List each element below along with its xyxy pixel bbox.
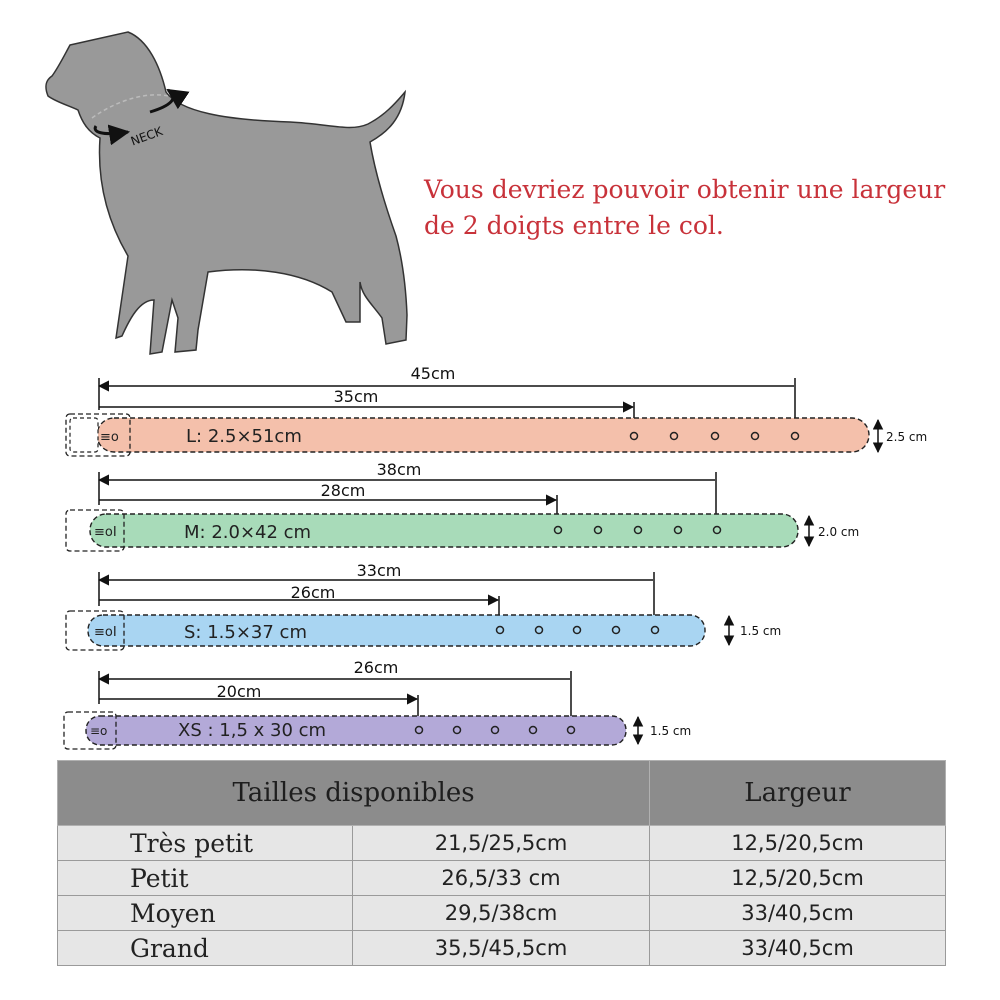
buckle-icon: ≡o xyxy=(100,430,119,445)
row-name: Petit xyxy=(58,861,353,896)
collar-xs xyxy=(64,658,691,749)
row-width: 33/40,5cm xyxy=(650,896,946,931)
collar-l xyxy=(66,364,927,456)
row-name: Très petit xyxy=(58,826,353,861)
row-width: 12,5/20,5cm xyxy=(650,826,946,861)
row-name: Moyen xyxy=(58,896,353,931)
dog-silhouette xyxy=(46,32,407,354)
collar-label: M: 2.0×42 cm xyxy=(184,522,312,543)
row-size: 35,5/45,5cm xyxy=(353,931,650,966)
width-label: 2.5 cm xyxy=(886,430,928,444)
width-label: 1.5 cm xyxy=(740,624,782,638)
buckle-icon: ≡o xyxy=(90,724,108,738)
measure-label-short: 20cm xyxy=(216,682,262,701)
note-line: Vous devriez pouvoir obtenir une largeur xyxy=(424,175,946,204)
fit-advice-note xyxy=(424,172,984,244)
table-header-row xyxy=(58,761,946,826)
collar-label: XS : 1,5 x 30 cm xyxy=(178,720,327,741)
width-label: 1.5 cm xyxy=(650,724,692,738)
table-row xyxy=(58,896,946,931)
measure-label-long: 45cm xyxy=(410,364,456,383)
measure-label-long: 33cm xyxy=(356,561,402,580)
measure-label-short: 26cm xyxy=(290,583,336,602)
header-width: Largeur xyxy=(650,761,946,826)
row-width: 33/40,5cm xyxy=(650,931,946,966)
header-sizes: Tailles disponibles xyxy=(58,761,650,826)
measure-label-long: 38cm xyxy=(376,460,422,479)
collar-m xyxy=(66,460,859,551)
buckle-icon: ≡oI xyxy=(94,525,117,540)
note-line: de 2 doigts entre le col. xyxy=(424,211,724,240)
collar-s xyxy=(66,561,781,650)
measure-label-short: 35cm xyxy=(333,387,379,406)
row-name: Grand xyxy=(58,931,353,966)
collar-label: S: 1.5×37 cm xyxy=(184,622,307,643)
measure-label-long: 26cm xyxy=(353,658,399,677)
buckle-icon: ≡oI xyxy=(94,625,117,640)
dog-illustration xyxy=(46,32,407,354)
table-row xyxy=(58,931,946,966)
size-table xyxy=(57,760,946,966)
buckle-inner xyxy=(70,418,98,452)
collar-label: L: 2.5×51cm xyxy=(186,426,302,447)
width-label: 2.0 cm xyxy=(818,525,860,539)
measure-label-short: 28cm xyxy=(320,481,366,500)
table-row xyxy=(58,861,946,896)
collar-strap xyxy=(86,716,626,745)
row-size: 21,5/25,5cm xyxy=(353,826,650,861)
row-size: 26,5/33 cm xyxy=(353,861,650,896)
neck-label: NECK xyxy=(128,124,165,149)
row-width: 12,5/20,5cm xyxy=(650,861,946,896)
row-size: 29,5/38cm xyxy=(353,896,650,931)
table-row xyxy=(58,826,946,861)
